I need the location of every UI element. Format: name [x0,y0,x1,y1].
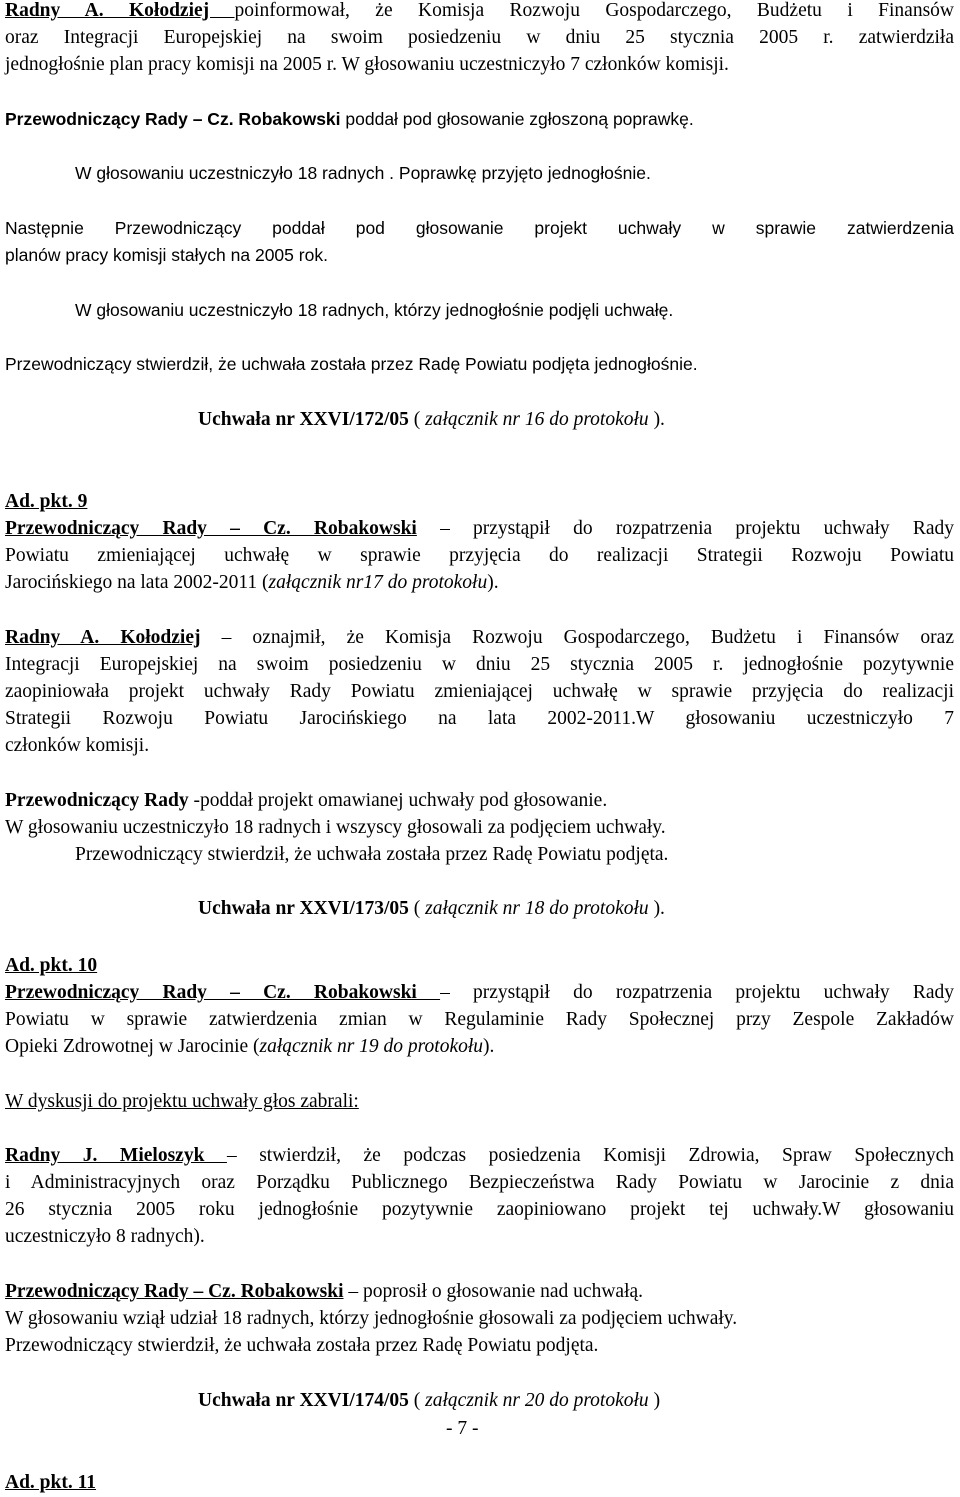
chair-name: Przewodniczący Rady – Cz. Robakowski [5,518,417,539]
p10-speaker-line-2: i Administracyjnych oraz Porządku Publicznego Bezpieczeństwa Rady Powiatu w Jarocinie z dnia [5,1172,954,1193]
p10-speaker-line-3: 26 stycznia 2005 roku jednogłośnie pozytywnie zaopiniowano projekt tej uchwały.W głosowaniu [5,1199,954,1220]
s2-line-1 [5,106,954,133]
p10-chair-vote-call [5,1278,954,1305]
text: Opieki Zdrowotnej w Jarocinie ( [5,1036,260,1057]
p9-line-2: Powiatu zmieniającej uchwałę w sprawie przyjęcia do realizacji Strategii Rozwoju Powiatu [5,545,954,566]
text: ). [648,409,665,430]
page-number: - 7 - [446,1418,479,1439]
p10-line-2: Powiatu w sprawie zatwierdzenia zmian w Regulaminie Rady Społecznej przy Zespole Zakładów [5,1009,954,1030]
text: – stwierdził, że podczas posiedzenia Komisji Zdrowia, Spraw Społecznych [226,1145,954,1166]
text: ). [648,898,665,919]
p9-line-3 [5,569,954,596]
p10-speaker-line-1 [5,1142,954,1169]
attachment-ref: załącznik nr 18 do protokołu [425,898,649,919]
heading-pkt-11: Ad. pkt. 11 [5,1472,97,1493]
resolution-number: Uchwała nr XXVI/173/05 [198,898,409,919]
s3-vote: W głosowaniu uczestniczyło 18 radnych, którzy jednogłośnie podjęli uchwałę. [75,300,674,320]
p9-speaker-line-3: zaopiniowała projekt uchwały Rady Powiatu zmieniającej uchwałę w sprawie przyjęcia do realizacji [5,681,954,702]
resolution-173 [198,895,954,922]
p10-vote: W głosowaniu wziął udział 18 radnych, którzy jednogłośnie głosowali za podjęciem uchwały. [5,1308,738,1329]
s2-vote: W głosowaniu uczestniczyło 18 radnych . Poprawkę przyjęto jednogłośnie. [75,163,651,183]
resolution-number: Uchwała nr XXVI/172/05 [198,409,409,430]
s3-line-1: Następnie Przewodniczący poddał pod głosowanie projekt uchwały w sprawie zatwierdzenia [5,218,954,238]
text: – poprosił o głosowanie nad uchwałą. [343,1281,644,1302]
chair-name: Przewodniczący Rady – Cz. Robakowski [5,982,441,1003]
chair-name: Przewodniczący Rady – Cz. Robakowski [5,1281,344,1302]
text: poinformował, że Komisja Rozwoju Gospodarczego, Budżetu i Finansów [234,0,954,21]
s1-line-3: jednogłośnie plan pracy komisji na 2005 r. W głosowaniu uczestniczyło 7 członków komisji. [5,54,729,75]
heading-pkt-10: Ad. pkt. 10 [5,955,98,976]
text: ). [483,1036,495,1057]
p9-speaker-line-2: Integracji Europejskiej na swoim posiedzeniu w dniu 25 stycznia 2005 r. jednogłośnie pozytywnie [5,654,954,675]
text: ) [648,1390,661,1411]
attachment-ref: załącznik nr 20 do protokołu [425,1390,649,1411]
s3-stated: Przewodniczący stwierdził, że uchwała została przez Radę Powiatu podjęta jednogłośnie. [5,354,698,374]
s3-line-2: planów pracy komisji stałych na 2005 rok. [5,245,328,265]
p10-speaker-line-4: uczestniczyło 8 radnych). [5,1226,205,1247]
p10-line-1 [5,979,954,1006]
resolution-number: Uchwała nr XXVI/174/05 [198,1390,409,1411]
s1-line-1 [5,0,954,24]
text: – oznajmił, że Komisja Rozwoju Gospodarczego, Budżetu i Finansów oraz [200,627,954,648]
attachment-ref: załącznik nr17 do protokołu [268,572,488,593]
s1-line-2: oraz Integracji Europejskiej na swoim posiedzeniu w dniu 25 stycznia 2005 r. zatwierdziła [5,27,954,48]
discussion-heading: W dyskusji do projektu uchwały głos zabrali: [5,1091,359,1112]
text: -poddał projekt omawianej uchwały pod głosowanie. [188,790,608,811]
p9-speaker-line-5: członków komisji. [5,735,150,756]
p10-line-3 [5,1033,954,1060]
p9-speaker-line-4: Strategii Rozwoju Powiatu Jarocińskiego na lata 2002-2011.W głosowaniu uczestniczyło 7 [5,708,954,729]
speaker-name: Radny A. Kołodziej [5,0,235,21]
resolution-174 [198,1387,954,1414]
text: ( [408,1390,426,1411]
text: Jarocińskiego na lata 2002-2011 ( [5,572,269,593]
text: – przystąpił do rozpatrzenia projektu uchwały Rady [440,982,954,1003]
text: ). [487,572,499,593]
chair-name: Przewodniczący Rady – Cz. Robakowski [5,109,341,129]
p9-chair-vote-call [5,787,954,814]
text: poddał pod głosowanie zgłoszoną poprawkę. [340,109,694,129]
text: – przystąpił do rozpatrzenia projektu uchwały Rady [416,518,955,539]
p9-vote: W głosowaniu uczestniczyło 18 radnych i wszyscy głosowali za podjęciem uchwały. [5,817,666,838]
p9-stated: Przewodniczący stwierdził, że uchwała została przez Radę Powiatu podjęta. [75,844,669,865]
p9-line-1 [5,515,954,542]
attachment-ref: załącznik nr 19 do protokołu [259,1036,484,1057]
p10-stated: Przewodniczący stwierdził, że uchwała została przez Radę Powiatu podjęta. [5,1335,599,1356]
text: ( [408,898,426,919]
text: ( [408,409,426,430]
p9-speaker-line-1 [5,624,954,651]
speaker-name: Radny A. Kołodziej [5,627,201,648]
speaker-name: Radny J. Mieloszyk [5,1145,227,1166]
chair-name: Przewodniczący Rady [5,790,189,811]
heading-pkt-9: Ad. pkt. 9 [5,491,88,512]
attachment-ref: załącznik nr 16 do protokołu [425,409,649,430]
resolution-172 [198,406,954,433]
